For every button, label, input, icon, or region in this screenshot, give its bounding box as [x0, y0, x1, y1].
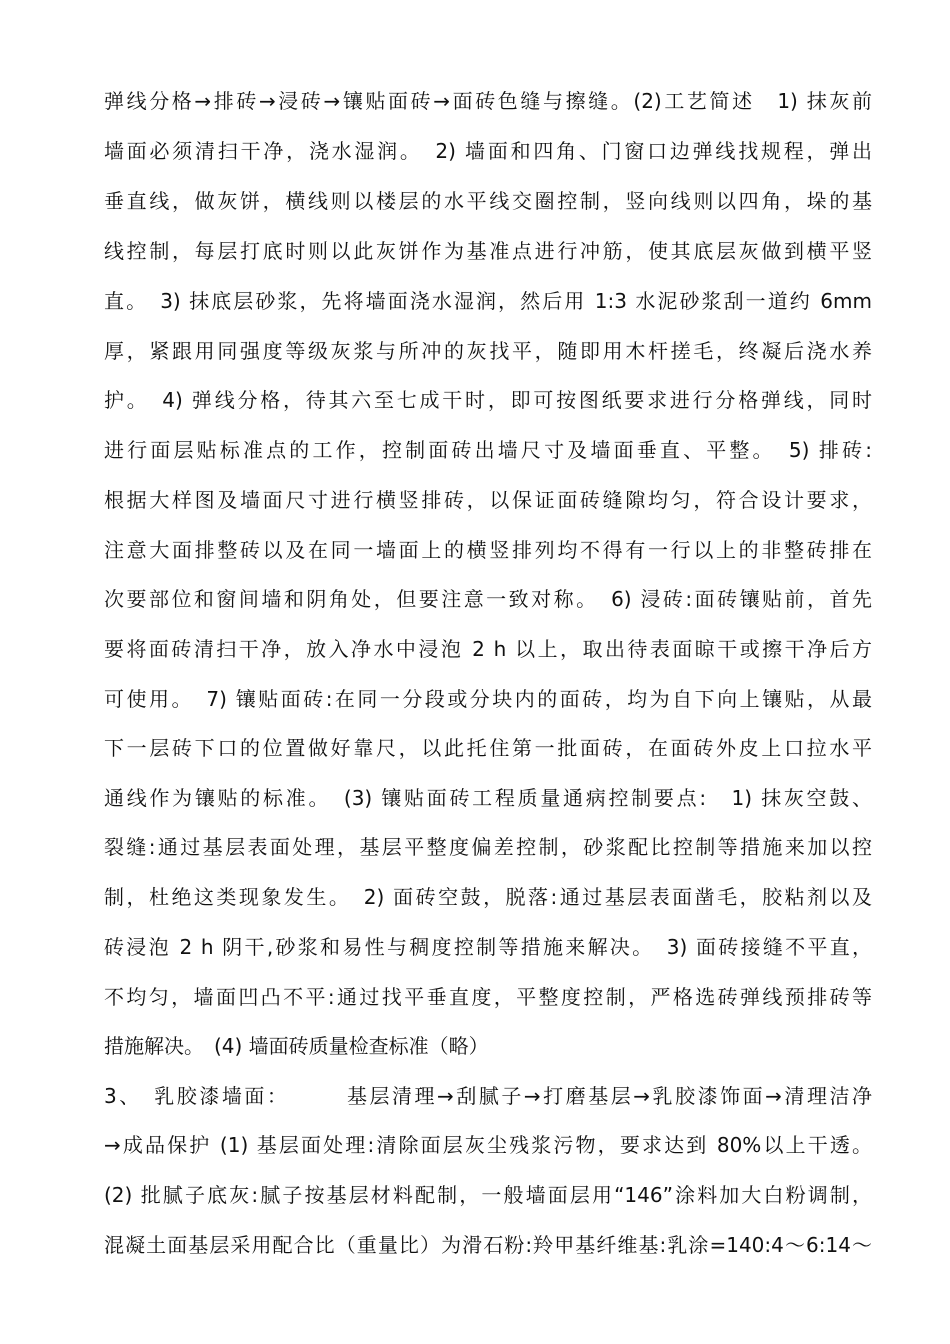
text-line: 裂缝:通过基层表面处理，基层平整度偏差控制，砂浆配比控制等措施来加以控	[104, 835, 872, 859]
text-line: 砖浸泡 2 h 阴干,砂浆和易性与稠度控制等措施来解决。 3) 面砖接缝不平直，	[104, 935, 872, 959]
text-line: 垂直线，做灰饼，横线则以楼层的水平线交圈控制，竖向线则以四角，垛的基	[104, 189, 872, 213]
text-line: 混凝土面基层采用配合比（重量比）为滑石粉:羚甲基纤维基:乳涂=140:4～6:14～	[104, 1233, 872, 1257]
text-line: →成品保护 (1) 基层面处理:清除面层灰尘残浆污物，要求达到 80%以上干透。	[104, 1133, 872, 1157]
text-line: 措施解决。 (4) 墙面砖质量检查标准（略）	[104, 1034, 489, 1058]
text-line: (2) 批腻子底灰:腻子按基层材料配制，一般墙面层用“146”涂料加大白粉调制，	[104, 1183, 872, 1207]
text-line: 厚，紧跟用同强度等级灰浆与所冲的灰找平，随即用木杆搓毛，终凝后浇水养	[104, 339, 872, 363]
text-line: 弹线分格→排砖→浸砖→镶贴面砖→面砖色缝与擦缝。(2)工艺简述 1) 抹灰前	[104, 89, 872, 113]
text-line: 制，杜绝这类现象发生。 2) 面砖空鼓，脱落:通过基层表面凿毛，胶粘剂以及	[104, 885, 872, 909]
text-line: 次要部位和窗间墙和阴角处，但要注意一致对称。 6) 浸砖:面砖镶贴前，首先	[104, 587, 872, 611]
text-line: 线控制，每层打底时则以此灰饼作为基准点进行冲筋，使其底层灰做到横平竖	[104, 239, 872, 263]
text-line: 直。 3) 抹底层砂浆，先将墙面浇水湿润，然后用 1:3 水泥砂浆刮一道约 6mm	[104, 289, 872, 313]
text-line: 进行面层贴标准点的工作，控制面砖出墙尺寸及墙面垂直、平整。 5) 排砖:	[104, 438, 872, 462]
text-line: 护。 4) 弹线分格，待其六至七成干时，即可按图纸要求进行分格弹线，同时	[104, 388, 872, 412]
text-line: 下一层砖下口的位置做好靠尺，以此托住第一批面砖，在面砖外皮上口拉水平	[104, 736, 872, 760]
text-line: 可使用。 7) 镶贴面砖:在同一分段或分块内的面砖，均为自下向上镶贴，从最	[104, 687, 872, 711]
text-line: 不均匀，墙面凹凸不平:通过找平垂直度，平整度控制，严格选砖弹线预排砖等	[104, 985, 872, 1009]
text-line: 注意大面排整砖以及在同一墙面上的横竖排列均不得有一行以上的非整砖排在	[104, 538, 872, 562]
text-line: 要将面砖清扫干净，放入净水中浸泡 2 h 以上，取出待表面晾干或擦干净后方	[104, 637, 872, 661]
text-line: 根据大样图及墙面尺寸进行横竖排砖，以保证面砖缝隙均匀，符合设计要求，	[104, 488, 872, 512]
text-line: 3、 乳胶漆墙面： 基层清理→刮腻子→打磨基层→乳胶漆饰面→清理洁净	[104, 1084, 872, 1108]
text-line: 墙面必须清扫干净，浇水湿润。 2) 墙面和四角、门窗口边弹线找规程，弹出	[104, 139, 872, 163]
text-line: 通线作为镶贴的标准。 (3) 镶贴面砖工程质量通病控制要点: 1) 抹灰空鼓、	[104, 786, 872, 810]
